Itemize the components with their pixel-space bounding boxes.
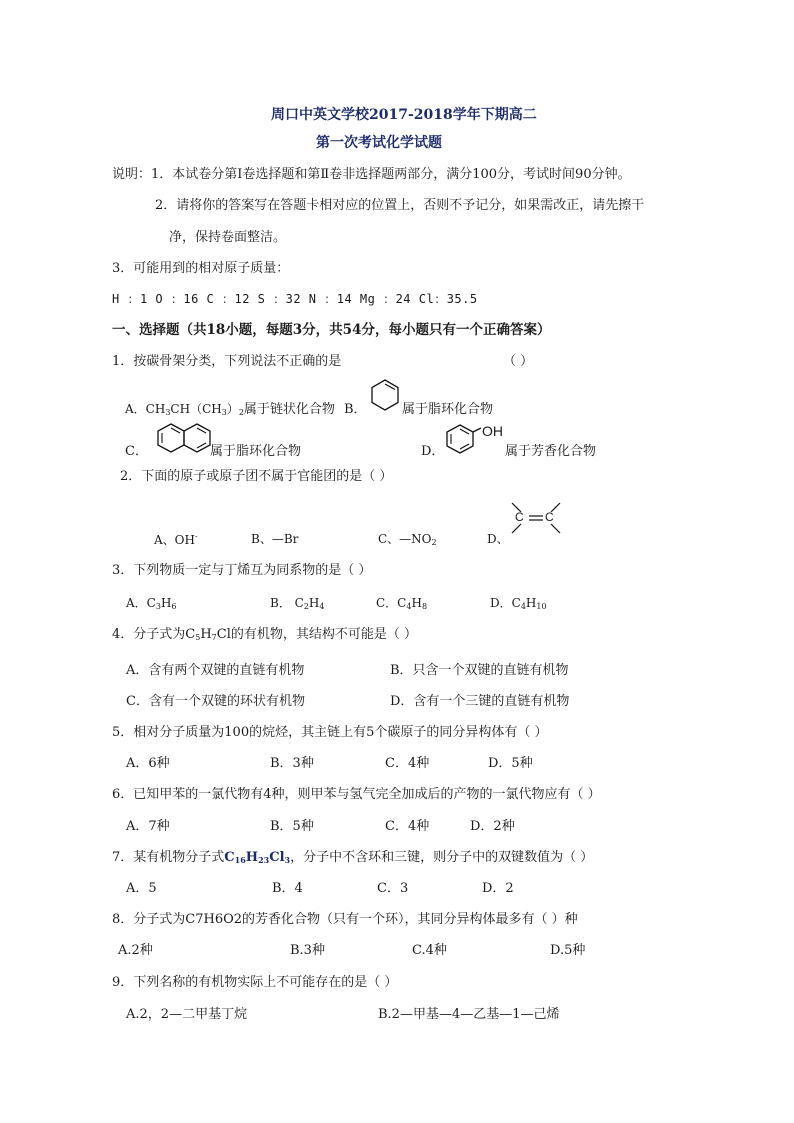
exam-title-line1: 周口中英文学校2017-2018学年下期高二 [271, 107, 537, 123]
q6-stem: 6．已知甲苯的一氯代物有4种，则甲苯与氢气完全加成后的产物的一氯代物应有（ ） [112, 787, 601, 802]
instruction-line2: 2．请将你的答案写在答题卡相对应的位置上，否则不予记分，如果需改正，请先擦干 [155, 198, 645, 213]
instruction-line3: 净，保持卷面整洁。 [169, 230, 287, 245]
q3-stem: 3．下列物质一定与丁烯互为同系物的是（ ） [112, 563, 372, 578]
q8-option-d: D.5种 [550, 943, 586, 958]
q4-option-c: C．含有一个双键的环状有机物 [126, 694, 305, 709]
q4-stem: 4．分子式为$C_5H_7Cl$的有机物，其结构不可能是（ ） [112, 627, 417, 642]
q9-option-a: A.2，2—二甲基丁烷 [126, 1007, 248, 1022]
q2-option-c: C、$—NO_2$ [378, 532, 437, 547]
q5-option-d: D．5种 [488, 756, 533, 771]
q6-option-c: C．4种 [385, 819, 430, 834]
q9-stem: 9．下列名称的有机物实际上不可能存在的是（ ） [112, 975, 398, 990]
q3-option-d: D．$C_4H_{10}$ [490, 596, 547, 611]
q5-option-a: A．6种 [126, 756, 170, 771]
q5-option-b: B．3种 [270, 756, 314, 771]
instruction-line4: 3．可能用到的相对原子质量： [112, 261, 290, 276]
exam-title-line2: 第一次考试化学试题 [316, 135, 442, 151]
instruction-line1: 说明：1．本试卷分第Ⅰ卷选择题和第Ⅱ卷非选择题两部分，满分100分，考试时间90分钟。 [112, 167, 631, 182]
cyclohexene-structure-icon [368, 378, 402, 412]
section-heading: 一、选择题（共18小题，每题3分，共54分，每小题只有一个正确答案） [112, 322, 551, 338]
alkene-carbon-left: C [515, 510, 524, 524]
q1-option-d-text: 属于芳香化合物 [505, 444, 597, 459]
q8-option-a: A.2种 [118, 943, 153, 958]
q5-stem: 5．相对分子质量为100的烷烃，其主链上有5个碳原子的同分异构体有（ ） [112, 725, 548, 740]
q8-option-b: B.3种 [290, 943, 325, 958]
phenol-structure-icon [446, 423, 482, 455]
q1-option-d-label: D． [421, 444, 445, 459]
q7-option-d: D．2 [482, 881, 514, 896]
q3-option-b: B． $C_2H_4$ [270, 596, 325, 611]
q1-answer-paren: （ ） [503, 354, 534, 369]
q4-option-d: D．含有一个三键的直链有机物 [390, 694, 570, 709]
q1-option-c-label: C． [125, 444, 148, 459]
q8-option-c: C.4种 [412, 943, 447, 958]
q7-option-c: C．3 [377, 881, 409, 896]
q3-option-a: A．$C_3H_6$ [126, 596, 177, 611]
q4-option-a: A．含有两个双键的直链有机物 [126, 663, 305, 678]
q9-option-b: B.2—甲基—4—乙基—1—己烯 [378, 1007, 560, 1022]
naphthalene-structure-icon [157, 422, 211, 454]
q6-option-b: B．5种 [270, 819, 314, 834]
q2-option-d-label: D、 [487, 532, 509, 546]
q3-option-c: C．$C_4H_8$ [376, 596, 428, 611]
q7-option-b: B．4 [272, 881, 303, 896]
q4-option-b: B．只含一个双键的直链有机物 [390, 663, 569, 678]
q1-option-c-text: 属于脂环化合物 [210, 444, 302, 459]
q2-option-a: A、OH- [154, 532, 198, 547]
q6-option-a: A．7种 [126, 819, 170, 834]
q1-option-b-label: B． [344, 402, 367, 417]
q1-option-a: A．$CH_3CH(CH_3)_2$属于链状化合物 [125, 402, 335, 417]
phenol-oh-label: OH [482, 423, 503, 439]
alkene-carbon-right: C [545, 510, 554, 524]
q5-option-c: C．4种 [385, 756, 430, 771]
q7-stem: 7．某有机物分子式$C_{16}H_{23}Cl_3$，分子中不含环和三键，则分子中的双键数值为（ ） [112, 850, 594, 865]
q8-stem: 8．分子式为C7H6O2的芳香化合物（只有一个环），其同分异构体最多有（ ）种 [112, 912, 578, 927]
q2-option-b: B、—Br [251, 532, 299, 546]
q2-stem: 2．下面的原子或原子团不属于官能团的是（ ） [120, 469, 393, 484]
q6-option-d: D．2种 [470, 819, 515, 834]
atomic-masses: H ：1 O ：16 C ：12 S ：32 N ：14 Mg ：24 Cl：35.5 [112, 292, 478, 306]
q7-option-a: A．5 [126, 881, 157, 896]
q1-option-b-text: 属于脂环化合物 [402, 402, 494, 417]
q1-stem: 1．按碳骨架分类，下列说法不正确的是 [112, 354, 342, 369]
